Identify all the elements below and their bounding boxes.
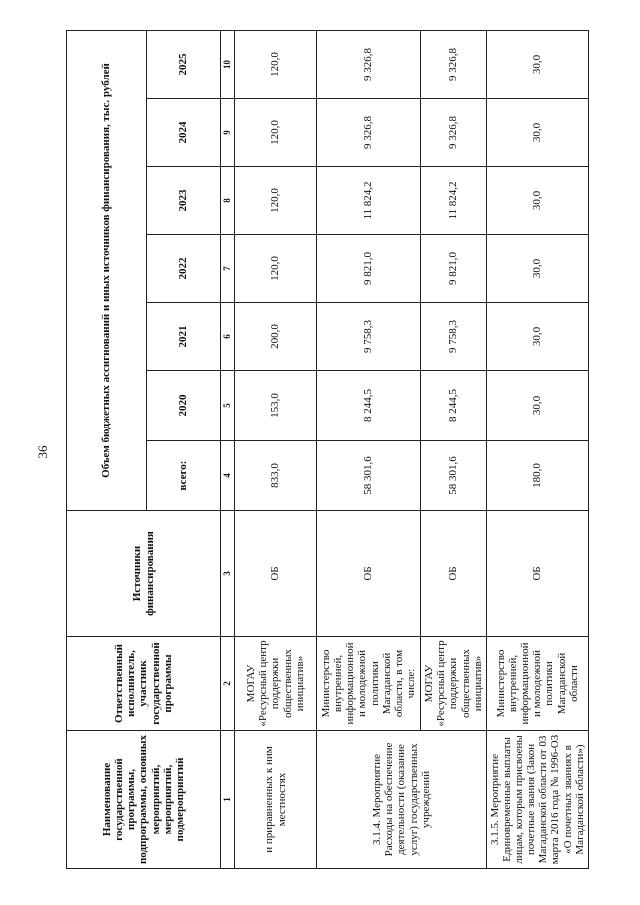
header-volume: Объем бюджетных ассигнований и иных источников финансирования, тыс. рублей [67,30,147,510]
column-number: 10 [221,30,235,98]
value-cell: 120,0 [235,167,317,235]
value-cell: 9 326,8 [317,30,421,98]
value-cell: 30,0 [487,303,589,371]
header-year: 2024 [147,99,221,167]
header-row-top [67,30,147,868]
column-number: 2 [221,637,235,731]
value-cell: 58 301,6 [421,441,487,511]
row-source: ОБ [421,511,487,637]
value-cell: 8 244,5 [421,371,487,441]
value-cell: 9 326,8 [421,30,487,98]
header-year: 2025 [147,30,221,98]
column-number: 8 [221,167,235,235]
value-cell: 9 821,0 [317,235,421,303]
value-cell: 9 326,8 [421,99,487,167]
value-cell: 9 758,3 [317,303,421,371]
column-number-row [221,30,235,868]
column-number: 9 [221,99,235,167]
value-cell: 30,0 [487,30,589,98]
value-cell: 120,0 [235,99,317,167]
value-cell: 30,0 [487,167,589,235]
budget-table [66,30,589,869]
column-number: 1 [221,731,235,869]
table-row [235,30,317,868]
row-executor: МОГАУ «Ресурсный центр поддержки общественных инициатив» [235,637,317,731]
header-year: 2020 [147,371,221,441]
value-cell: 30,0 [487,235,589,303]
column-number: 4 [221,441,235,511]
value-cell: 833,0 [235,441,317,511]
column-number: 5 [221,371,235,441]
value-cell: 180,0 [487,441,589,511]
column-number: 7 [221,235,235,303]
header-year: 2022 [147,235,221,303]
header-total: всего: [147,441,221,511]
value-cell: 9 821,0 [421,235,487,303]
value-cell: 9 326,8 [317,99,421,167]
row-source: ОБ [487,511,589,637]
budget-table-sheet [66,31,585,869]
value-cell: 120,0 [235,30,317,98]
value-cell: 30,0 [487,99,589,167]
row-source: ОБ [317,511,421,637]
row-executor: МОГАУ «Ресурсный центр поддержки общественных инициатив» [421,637,487,731]
row-executor: Министерство внутренней, информационной и молодежной политики Магаданской области, в том числе: [317,637,421,731]
value-cell: 11 824,2 [421,167,487,235]
header-year: 2023 [147,167,221,235]
header-executor: Ответственный исполнитель, участник государственной программы [67,637,221,731]
value-cell: 120,0 [235,235,317,303]
table-row [487,30,589,868]
header-source: Источники финансирования [67,511,221,637]
header-year: 2021 [147,303,221,371]
value-cell: 58 301,6 [317,441,421,511]
row-name: 3.1.4. Мероприятие Расходы на обеспечение деятельности (оказание услуг) государственных учреждений [317,731,487,869]
row-executor: Министерство внутренней, информационной и молодежной политики Магаданской области [487,637,589,731]
header-name: Наименование государственной программы, подпрограммы, основных мероприятий, мероприятий, подмероприятий [67,731,221,869]
column-number: 3 [221,511,235,637]
page-number: 36 [35,445,50,459]
value-cell: 200,0 [235,303,317,371]
value-cell: 11 824,2 [317,167,421,235]
row-name: и приравненных к ним местностях [235,731,317,869]
value-cell: 9 758,3 [421,303,487,371]
value-cell: 30,0 [487,371,589,441]
row-name: 3.1.5. Мероприятие Единовременные выплаты лицам, которым присвоены почетные звания (Закон Магаданской области от 03 марта 2016 года № 1996-ОЗ «О почетных званиях в Магаданской области») [487,731,589,869]
column-number: 6 [221,303,235,371]
row-source: ОБ [235,511,317,637]
value-cell: 153,0 [235,371,317,441]
value-cell: 8 244,5 [317,371,421,441]
table-row [317,30,421,868]
